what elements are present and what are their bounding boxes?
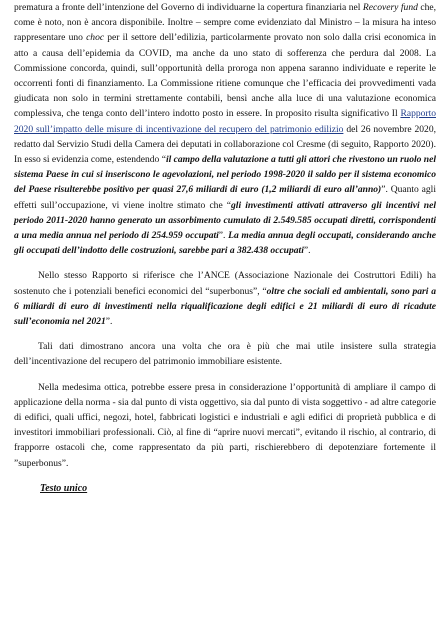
p2-text-1: Nello stesso Rapporto si riferisce che l’ANCE (Associazione Nazionale dei Costruttori Edili) ha sostenuto che i potenziali benefici economici del “superbonus”, “ xyxy=(14,270,436,297)
p1-text-8: ”. xyxy=(218,230,229,242)
quote-occupati-diretti: gli investimenti attivati attraverso gli incentivi nel periodo 2011-2020 hanno generato un assorbimento cumulato di 2.549.585 occupati diretti, corrispondenti a una media annua nel periodo di 254.959 occupati xyxy=(14,199,436,242)
section-heading: Testo unico xyxy=(40,482,88,494)
choc-term: choc xyxy=(86,32,105,44)
paragraph-1 xyxy=(14,0,436,258)
p2-text-2: ”. xyxy=(105,316,113,328)
recovery-fund-term: Recovery fund xyxy=(362,2,418,13)
paragraph-2 xyxy=(14,268,436,329)
p1-text-7: ”. Quanto agli effetti sull’occupazione, vi viene inoltre stimato che “ xyxy=(14,184,436,211)
p1-text-3: che, come è noto, non è ancora disponibile. Inoltre – sempre come evidenziato dal Ministro – la misura ha inteso rappresentare uno xyxy=(14,2,436,44)
quote-saldo: il campo della valutazione a tutti gli attori che rivestono un ruolo nel sistema Paese in cui si inseriscono le agevolazioni, nel periodo 1998-2020 il saldo per il sistema economico del Paese risulterebbe positivo per quasi 27,6 miliardi di euro (1,2 miliardi di euro all’anno) xyxy=(14,154,436,196)
p1-text-5: per il settore dell’edilizia, particolarmente provato non solo dalla crisi economica in atto a causa dell’epidemia da COVID, ma anche da uno stato di sofferenza che perdura dal 2008. La Commissione concorda, quindi, sull’opportunità della proroga non appena saranno individuate e reperite le occorrenti fonti di finanziamento. La Commissione ritiene comunque che l’efficacia dei provvedimenti vada giudicata non solo in termini strettamente contabili, bensì anche alla luce di una valutazione economica complessiva, che tenga conto dell’intero indotto posto in essere. In proposito risulta significativo Il xyxy=(14,32,436,120)
p1-text-6: del 26 novembre 2020, redatto dal Servizio Studi della Camera dei deputati in collaborazione col Cresme (di seguito, Rapporto 2020). In esso si evidenzia come, estendendo “ xyxy=(14,123,436,166)
paragraph-3: Tali dati dimostrano ancora una volta che ora è più che mai utile insistere sulla strategia dell’incentivazione del recupero del patrimonio immobiliare esistente. xyxy=(14,341,436,368)
rapporto-2020-link[interactable]: Rapporto 2020 sull’impatto delle misure di incentivazione del recupero del patrimonio edilizio xyxy=(14,108,436,135)
p1-text-1: prematura a fronte dell’intenzione del Governo di individuarne la copertura finanziaria nel xyxy=(14,2,363,13)
paragraph-4: Nella medesima ottica, potrebbe essere presa in considerazione l’opportunità di ampliare il campo di applicazione della norma - sia dal punto di vista oggettivo, sia dal punto di vista soggettivo - ad altre categorie di edifici, quali uffici, negozi, hotel, fabbricati logistici e industriali e agli edifici di proprietà pubblica e di investitori immobiliari professionali. Ciò, al fine di “aprire nuovi mercati”, evitando il rischio, al contrario, di frapporre ostacoli che, come rappresentato da più parti, rischierebbero di depotenziare fortemente il ”superbonus”. xyxy=(14,381,436,469)
quote-ance: oltre che sociali ed ambientali, sono pari a 6 miliardi di euro di investimenti nella riqualificazione degli edifici e 21 miliardi di euro di ricadute sull’economia nel 2021 xyxy=(14,285,436,328)
quote-media-annua: La media annua degli occupati, considerando anche gli occupati dell’indotto delle costruzioni, sarebbe pari a 382.438 occupati xyxy=(14,230,437,257)
p1-text-9: ”. xyxy=(303,245,311,257)
